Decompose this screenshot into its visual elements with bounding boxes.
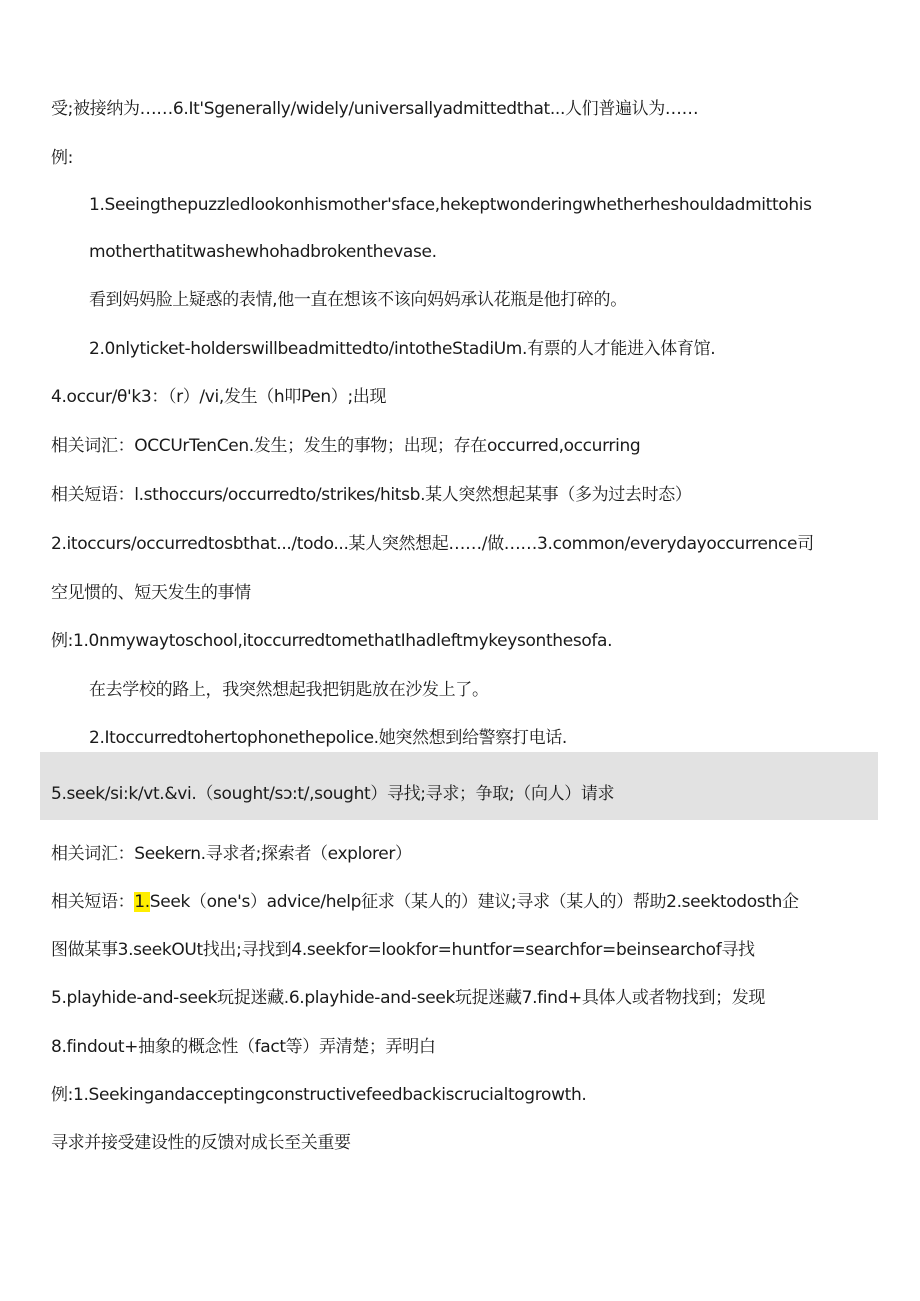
text-line: 图做某事3.seekOUt找出;寻找到4.seekfor=lookfor=huntfor=searchfor=beinsearchof寻找 — [51, 940, 755, 960]
highlight-mark: 1. — [134, 892, 150, 912]
text-line: 例:1.0nmywaytoschool,itoccurredtomethatIhadleftmykeysonthesofa. — [51, 631, 613, 651]
text-line: 受;被接纳为……6.It'Sgenerally/widely/universallyadmittedthat...人们普遍认为…… — [51, 99, 699, 119]
text-line: 看到妈妈脸上疑惑的表情,他一直在想该不该向妈妈承认花瓶是他打碎的。 — [89, 290, 627, 310]
text-line: 2.0nlyticket-holderswillbeadmittedto/intotheStadiUm.有票的人才能进入体育馆. — [89, 339, 716, 359]
text-line — [51, 889, 799, 915]
example-label: 例: — [51, 148, 74, 168]
text-line: 寻求并接受建设性的反馈对成长至关重要 — [51, 1133, 351, 1153]
entry-heading-occur: 4.occur/θ'k3：（r）/vi,发生（h叩Pen）;出现 — [51, 387, 387, 407]
text-prefix: 相关短语： — [51, 892, 135, 912]
text-line: 8.findout+抽象的概念性（fact等）弄清楚；弄明白 — [51, 1037, 436, 1057]
text-rest: Seek（one's）advice/help征求（某人的）建议;寻求（某人的）帮助2.seektodosth企 — [149, 892, 799, 912]
text-line: 相关词汇：Seekern.寻求者;探索者（explorer） — [51, 844, 412, 864]
text-line: 在去学校的路上，我突然想起我把钥匙放在沙发上了。 — [89, 680, 489, 700]
text-line: motherthatitwashewhohadbrokenthevase. — [89, 242, 437, 262]
text-line: 空见惯的、短天发生的事情 — [51, 583, 251, 603]
text-line: 2.Itoccurredtohertophonethepolice.她突然想到给警察打电话. — [89, 728, 567, 748]
text-line: 相关词汇：OCCUrTenCen.发生；发生的事物；出现；存在occurred,occurring — [51, 436, 641, 456]
entry-heading-seek: 5.seek/si:k/vt.&vi.（sought/sɔ:t/,sought）寻找;寻求；争取;（向人）请求 — [51, 784, 615, 804]
text-line: 相关短语：l.sthoccurs/occurredto/strikes/hitsb.某人突然想起某事（多为过去时态） — [51, 485, 692, 505]
text-line: 5.playhide-and-seek玩捉迷藏.6.playhide-and-seek玩捉迷藏7.find+具体人或者物找到；发现 — [51, 988, 766, 1008]
text-line: 例:1.Seekingandacceptingconstructivefeedbackiscrucialtogrowth. — [51, 1085, 587, 1105]
text-line: 2.itoccurs/occurredtosbthat.../todo...某人突然想起……/做……3.common/everydayoccurrence司 — [51, 534, 814, 554]
text-line: 1.Seeingthepuzzledlookonhismother'sface,hekeptwonderingwhetherheshouldadmittohis — [89, 195, 812, 215]
